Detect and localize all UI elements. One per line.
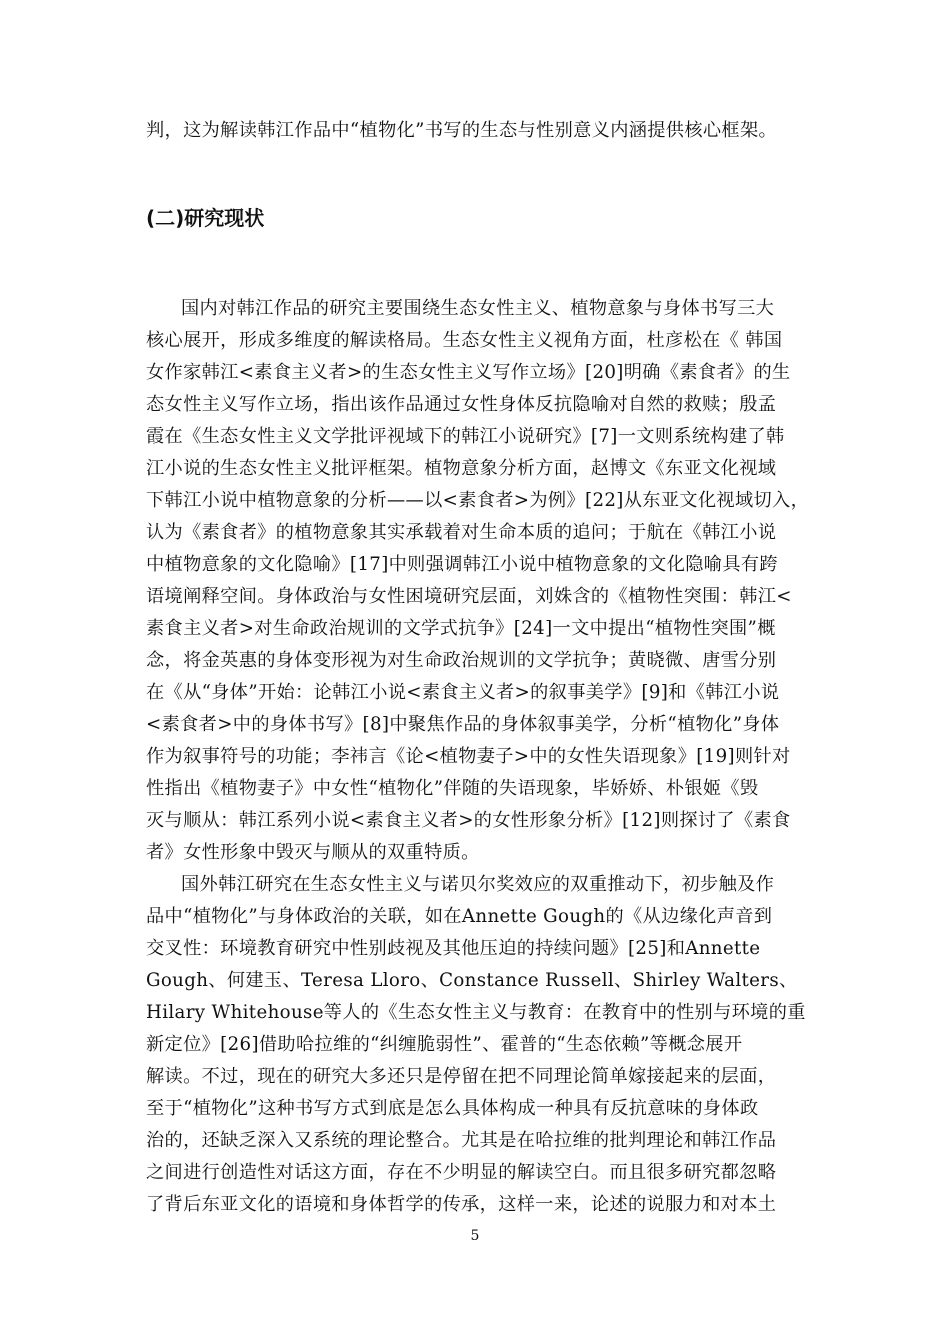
text-line: 语境阐释空间。身体政治与女性困境研究层面，刘姝含的《植物性突围：韩江< xyxy=(146,586,792,607)
text-line: 女作家韩江<素食主义者>的生态女性主义写作立场》[20]明确《素食者》的生 xyxy=(146,362,791,383)
text-line: 之间进行创造性对话这方面，存在不少明显的解读空白。而且很多研究都忽略 xyxy=(146,1162,777,1183)
text-line: 了背后东亚文化的语境和身体哲学的传承，这样一来，论述的说服力和对本土 xyxy=(146,1194,777,1215)
text-line: 素食主义者>对生命政治规训的文学式抗争》[24]一文中提出“植物性突围”概 xyxy=(146,618,776,639)
text-line: 交叉性：环境教育研究中性别歧视及其他压迫的持续问题》[25]和Annette xyxy=(146,938,761,959)
text-line: 品中“植物化”与身体政治的关联，如在Annette Gough的《从边缘化声音到 xyxy=(146,906,773,927)
text-line: 念，将金英惠的身体变形视为对生命政治规训的文学抗争；黄晓微、唐雪分别 xyxy=(146,650,777,671)
text-line: 态女性主义写作立场，指出该作品通过女性身体反抗隐喻对自然的救赎；殷孟 xyxy=(146,394,777,415)
paragraph-first-line: 国外韩江研究在生态女性主义与诺贝尔奖效应的双重推动下，初步触及作 xyxy=(181,874,775,895)
text-line: 性指出《植物妻子》中女性“植物化”伴随的失语现象，毕娇娇、朴银姬《毁 xyxy=(146,778,759,799)
text-line: 中植物意象的文化隐喻》[17]中则强调韩江小说中植物意象的文化隐喻具有跨 xyxy=(146,554,778,575)
text-line: 江小说的生态女性主义批评框架。植物意象分析方面，赵博文《东亚文化视域 xyxy=(146,458,777,479)
text-line: 下韩江小说中植物意象的分析——以<素食者>为例》[22]从东亚文化视域切入， xyxy=(146,490,810,511)
text-line: Hilary Whitehouse等人的《生态女性主义与教育：在教育中的性别与环境的重 xyxy=(146,1002,806,1023)
text-line: 者》女性形象中毁灭与顺从的双重特质。 xyxy=(146,842,480,863)
text-line: 灭与顺从：韩江系列小说<素食主义者>的女性形象分析》[12]则探讨了《素食 xyxy=(146,810,791,831)
text-line: 判，这为解读韩江作品中“植物化”书写的生态与性别意义内涵提供核心框架。 xyxy=(146,120,778,141)
text-line: 认为《素食者》的植物意象其实承载着对生命本质的追问；于航在《韩江小说 xyxy=(146,522,777,543)
text-line: 核心展开，形成多维度的解读格局。生态女性主义视角方面，杜彦松在《 韩国 xyxy=(146,330,783,351)
text-line: 霞在《生态女性主义文学批评视域下的韩江小说研究》[7]一文则系统构建了韩 xyxy=(146,426,785,447)
page-number: 5 xyxy=(470,1228,480,1244)
text-line: 作为叙事符号的功能；李祎言《论<植物妻子>中的女性失语现象》[19]则针对 xyxy=(146,746,791,767)
text-line: Gough、何建玉、Teresa Lloro、Constance Russell、Shirley Walters、 xyxy=(146,970,798,991)
text-line: 解读。不过，现在的研究大多还只是停留在把不同理论简单嫁接起来的层面， xyxy=(146,1066,777,1087)
text-line: <素食者>中的身体书写》[8]中聚焦作品的身体叙事美学，分析“植物化”身体 xyxy=(146,714,780,735)
text-line: 新定位》[26]借助哈拉维的“纠缠脆弱性”、霍普的“生态依赖”等概念展开 xyxy=(146,1034,743,1055)
text-line: 至于“植物化”这种书写方式到底是怎么具体构成一种具有反抗意味的身体政 xyxy=(146,1098,759,1119)
text-line: 在《从“身体”开始：论韩江小说<素食主义者>的叙事美学》[9]和《韩江小说 xyxy=(146,682,780,703)
text-line: 治的，还缺乏深入又系统的理论整合。尤其是在哈拉维的批判理论和韩江作品 xyxy=(146,1130,777,1151)
paragraph-first-line: 国内对韩江作品的研究主要围绕生态女性主义、植物意象与身体书写三大 xyxy=(181,298,775,319)
section-heading: (二)研究现状 xyxy=(146,206,265,230)
